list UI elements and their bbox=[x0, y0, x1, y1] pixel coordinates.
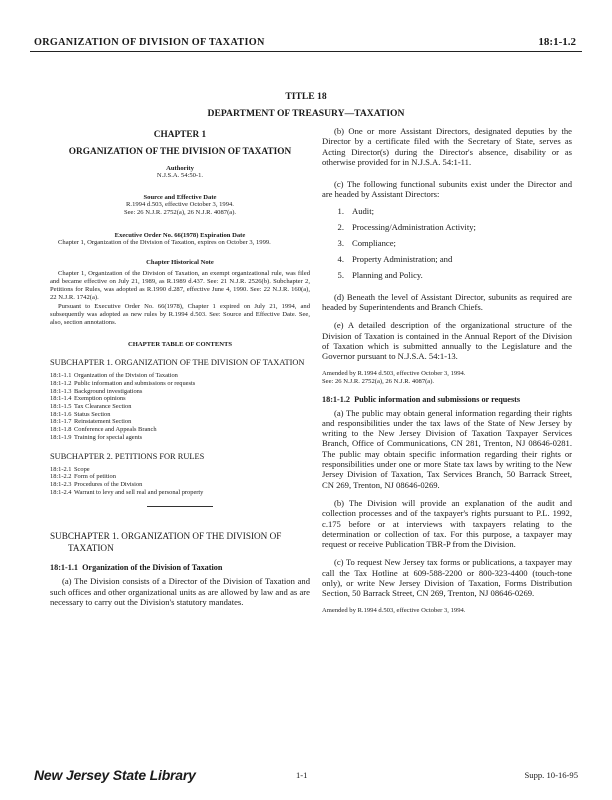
toc-entry bbox=[50, 372, 310, 380]
exec-order-text: Chapter 1, Organization of the Division of Taxation, expires on October 3, 1999. bbox=[58, 238, 271, 246]
subunit-list bbox=[322, 206, 572, 280]
toc-entry-title: Form of petition bbox=[74, 473, 116, 481]
toc-entry-number: 18:1-2.4 bbox=[50, 488, 72, 496]
toc-entry-number: 18:1-1.7 bbox=[50, 418, 72, 426]
list-item-number: 4. bbox=[337, 253, 344, 264]
section-title: Public information and submissions or requests bbox=[354, 394, 521, 404]
list-item-number: 2. bbox=[337, 221, 344, 232]
chapter-heading: CHAPTER 1 bbox=[153, 130, 207, 140]
toc-entry-number: 18:1-2.2 bbox=[50, 473, 72, 481]
list-item bbox=[322, 206, 572, 216]
amendment-note: Amended by R.1994 d.503, effective October 3, 1994. See: 26 N.J.R. 2752(a), 26 N.J.R. 4087(a). bbox=[322, 369, 466, 385]
section-number: 18:1-1.2 bbox=[322, 394, 350, 404]
source-citation: See: 26 N.J.R. 2752(a), 26 N.J.R. 4087(a). bbox=[123, 209, 237, 217]
toc-subchapter-2: SUBCHAPTER 2. PETITIONS FOR RULES bbox=[50, 451, 205, 461]
list-item bbox=[322, 238, 572, 248]
header-rule bbox=[30, 51, 582, 52]
toc-entry-title: Background investigations bbox=[74, 387, 143, 395]
toc-entry-title: Reinstatement Section bbox=[74, 418, 132, 426]
department-heading: DEPARTMENT OF TREASURY—TAXATION bbox=[207, 108, 405, 119]
toc-entry-number: 18:1-1.9 bbox=[50, 433, 72, 441]
toc-heading: CHAPTER TABLE OF CONTENTS bbox=[127, 341, 233, 349]
title-heading: TITLE 18 bbox=[285, 91, 327, 102]
list-item-number: 1. bbox=[337, 205, 344, 216]
toc-entry-title: Status Section bbox=[74, 410, 111, 418]
exec-order-heading: Executive Order No. 66(1978) Expiration Date bbox=[114, 231, 246, 239]
toc-entry bbox=[50, 388, 310, 396]
toc-entry bbox=[50, 418, 310, 426]
paragraph-e: (e) A detailed description of the organizational structure of the Division of Taxation is contained in the Annual Report of the Division of Taxation which is submitted annually to the Legislature and the Governor pursuant to N.J.S.A. 54:1-13. bbox=[322, 320, 572, 362]
running-title: ORGANIZATION OF DIVISION OF TAXATION bbox=[34, 37, 265, 48]
list-item-number: 5. bbox=[337, 269, 344, 280]
list-item-text: Audit; bbox=[352, 205, 374, 216]
toc-entry-number: 18:1-2.3 bbox=[50, 480, 72, 488]
toc-entry-number: 18:1-1.3 bbox=[50, 387, 72, 395]
section-paragraph: (b) The Division will provide an explanation of the audit and collection processes and of the taxpayer's rights pursuant to P.L. 1992, c.175 before or at interviews with taxpayers relating to the determination or collection of tax. For this purpose, a taxpayer may request or receive Publication TBR-P from the Division. bbox=[322, 497, 572, 550]
section-range: 18:1-1.2 bbox=[538, 36, 576, 48]
authority-text: N.J.S.A. 54:50-1. bbox=[156, 172, 204, 179]
history-heading: Chapter Historical Note bbox=[146, 258, 214, 266]
toc-entry-title: Procedures of the Division bbox=[74, 480, 143, 488]
history-note: Chapter 1, Organization of the Division of Taxation, an exempt organizational rule, was filed and became effective on July 21, 1989, as R.1989 d.437. See: 21 N.J.R. 2526(b). Subchapter 2, Petitions for Rules, was adopted as R.1990 d.287, effective June 4, 1990. See: 22 N.J.R. 160(a), 22 N.J.R. 1742(a). Pursuant to Executive Order No. 66(1978), Chapter 1 expired on July 21, 1994, and subsequently was adopted as new rules by R.1994 d.503. See: Source and Effective Date. See, also, section annotations. bbox=[50, 269, 310, 327]
list-item-text: Planning and Policy. bbox=[352, 269, 423, 280]
list-item bbox=[322, 222, 572, 232]
section-paragraph: (a) The Division consists of a Director of the Division of Taxation and such offices and other organizational units as are allowed by law and as are necessary to carry out the Division's statutory mandates. bbox=[50, 576, 310, 607]
list-item-text: Compliance; bbox=[352, 237, 396, 248]
toc-entry-title: Training for special agents bbox=[74, 433, 143, 441]
toc-entry-number: 18:1-1.5 bbox=[50, 403, 72, 411]
left-column bbox=[50, 126, 310, 607]
list-item-text: Property Administration; and bbox=[352, 253, 453, 264]
authority-heading: Authority bbox=[166, 165, 194, 172]
toc-entry bbox=[50, 434, 310, 442]
toc-entry bbox=[50, 466, 310, 474]
toc-entry-title: Public information and submissions or requests bbox=[74, 379, 196, 387]
section-paragraph: (c) To request New Jersey tax forms or publications, a taxpayer may call the Tax Hotline at 609-588-2200 or 800-323-4400 (touch-tone only), or write New Jersey Division of Taxation, Forms Distribution Section, 50 Barrack Street, CN 269, Trenton, NJ 08646-0269. bbox=[322, 557, 572, 599]
right-column bbox=[322, 126, 572, 615]
source-line: R.1994 d.503, effective October 3, 1994. bbox=[126, 201, 234, 209]
toc-list-1 bbox=[50, 372, 310, 441]
source-heading: Source and Effective Date bbox=[143, 194, 217, 202]
toc-entry-number: 18:1-1.8 bbox=[50, 426, 72, 434]
list-item-text: Processing/Administration Activity; bbox=[352, 221, 476, 232]
list-item bbox=[322, 270, 572, 280]
toc-entry-title: Organization of the Division of Taxation bbox=[74, 372, 178, 380]
toc-entry bbox=[50, 481, 310, 489]
paragraph-c: (c) The following functional subunits exist under the Director and are headed by Assistant Directors: bbox=[322, 179, 572, 200]
toc-entry bbox=[50, 395, 310, 403]
toc-entry bbox=[50, 403, 310, 411]
toc-entry bbox=[50, 473, 310, 481]
section-divider bbox=[147, 506, 213, 507]
amendment-note: Amended by R.1994 d.503, effective October 3, 1994. bbox=[322, 606, 466, 614]
section-heading bbox=[50, 563, 310, 572]
toc-subchapter-1: SUBCHAPTER 1. ORGANIZATION OF THE DIVISION OF TAXATION bbox=[50, 358, 305, 368]
paragraph-b: (b) One or more Assistant Directors, designated deputies by the Director by a certificate filed with the Secretary of State, serves as Acting Director(s) during the Director's absence, disability or as otherwise provided for in N.J.S.A. 54:1-11. bbox=[322, 126, 572, 167]
paragraph-d: (d) Beneath the level of Assistant Director, subunits as required are headed by Superintendents and Branch Chiefs. bbox=[322, 291, 572, 313]
toc-list-2 bbox=[50, 466, 310, 497]
toc-entry-title: Tax Clearance Section bbox=[74, 403, 132, 411]
toc-entry bbox=[50, 426, 310, 434]
section-number: 18:1-1.1 bbox=[50, 563, 78, 573]
section-heading bbox=[322, 395, 572, 404]
chapter-name: ORGANIZATION OF THE DIVISION OF TAXATION bbox=[68, 147, 292, 157]
toc-entry-number: 18:1-1.4 bbox=[50, 395, 72, 403]
toc-entry-title: Conference and Appeals Branch bbox=[74, 426, 157, 434]
toc-entry-number: 18:1-1.1 bbox=[50, 372, 72, 380]
page-number: 1-1 bbox=[296, 770, 308, 780]
toc-entry bbox=[50, 411, 310, 419]
toc-entry bbox=[50, 489, 310, 497]
toc-entry-title: Exemption opinions bbox=[74, 395, 126, 403]
toc-entry-title: Scope bbox=[74, 465, 90, 473]
list-item-number: 3. bbox=[337, 237, 344, 248]
section-paragraph: (a) The public may obtain general information regarding their rights and responsibilities under the tax laws of the State of New Jersey by writing to the New Jersey Division of Taxation Taxpayer Services Branch, Office of Communications, CN 281, Trenton, NJ 08646-0281. The public may obtain specific information regarding their rights or responsibilities under one or more State tax laws by writing to the New Jersey Division of Taxation, Tax Services Branch, 50 Barrack Street, CN 269, Trenton, NJ 08646-0269. bbox=[322, 407, 572, 490]
subchapter-1-heading: SUBCHAPTER 1. ORGANIZATION OF THE DIVISION OF TAXATION bbox=[50, 531, 282, 553]
supplement-date: Supp. 10-16-95 bbox=[524, 770, 578, 780]
toc-entry-number: 18:1-1.6 bbox=[50, 410, 72, 418]
toc-entry-number: 18:1-1.2 bbox=[50, 379, 72, 387]
library-stamp: New Jersey State Library bbox=[34, 767, 196, 783]
toc-entry-title: Warrant to levy and sell real and personal property bbox=[74, 488, 204, 496]
toc-entry-number: 18:1-2.1 bbox=[50, 465, 72, 473]
toc-entry bbox=[50, 380, 310, 388]
section-title: Organization of the Division of Taxation bbox=[82, 563, 223, 573]
list-item bbox=[322, 254, 572, 264]
